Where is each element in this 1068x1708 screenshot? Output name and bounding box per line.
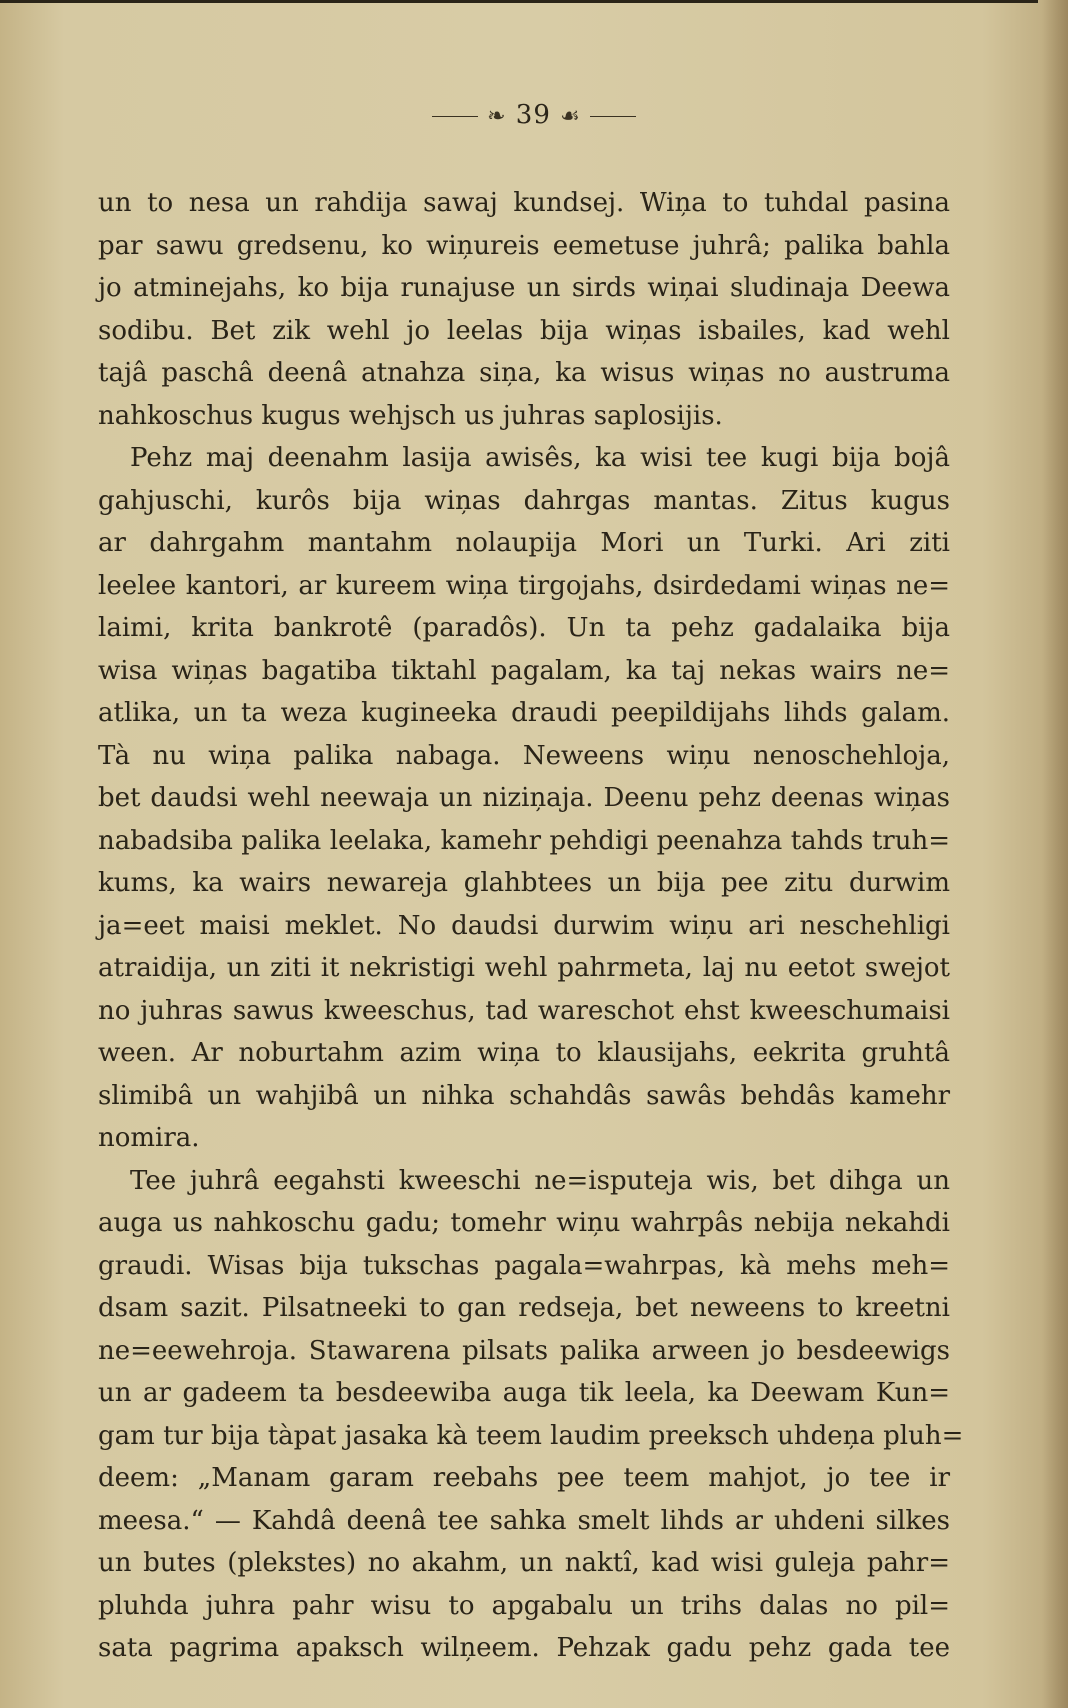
body-text xyxy=(98,182,964,1670)
text-line: leelee kantori, ar kureem wiņa tirgojahs, dsirdedami wiņas ne= xyxy=(98,570,950,601)
text-line: ar dahrgahm mantahm nolaupija Mori un Turki. Ari ziti xyxy=(98,528,950,558)
header-dash-right xyxy=(590,116,636,117)
text-line: Pehz maj deenahm lasija awisês, ka wisi tee kugi bija bojâ xyxy=(130,443,950,473)
page-edge-shadow xyxy=(1042,0,1068,1708)
text-line: tajâ paschâ deenâ atnahza siņa, ka wisus wiņas no austruma xyxy=(98,358,950,388)
text-line: Tà nu wiņa palika nabaga. Neweens wiņu nenoschehloja, xyxy=(98,740,950,771)
text-line: kums, ka wairs newareja glahbtees un bija pee zitu durwim xyxy=(98,868,950,898)
header-ornament-left: ❧ xyxy=(487,104,507,129)
text-line: atraidija, un ziti it nekristigi wehl pahrmeta, laj nu eetot swejot xyxy=(98,953,950,983)
text-line: meesa.“ — Kahdâ deenâ tee sahka smelt lihds ar uhdeni silkes xyxy=(98,1505,950,1536)
text-line: atlika, un ta weza kugineeka draudi peepildijahs lihds galam. xyxy=(98,698,950,728)
text-line: laimi, krita bankrotê (paradôs). Un ta pehz gadalaika bija xyxy=(98,613,950,643)
text-line: dsam sazit. Pilsatneeki to gan redseja, bet neweens to kreetni xyxy=(98,1293,950,1323)
text-line: ja=eet maisi meklet. No daudsi durwim wiņu ari neschehligi xyxy=(98,910,950,941)
text-line: un butes (plekstes) no akahm, un naktî, kad wisi guleja pahr= xyxy=(98,1548,950,1578)
text-line: Tee juhrâ eegahsti kweeschi ne=isputeja wis, bet dihga un xyxy=(130,1165,950,1196)
text-line: auga us nahkoschu gadu; tomehr wiņu wahrpâs nebija nekahdi xyxy=(98,1208,950,1238)
text-line: pluhda juhra pahr wisu to apgabalu un trihs dalas no pil= xyxy=(98,1590,950,1621)
text-line: ween. Ar noburtahm azim wiņa to klausijahs, eekrita gruhtâ xyxy=(98,1038,950,1068)
text-line: nahkoschus kugus wehjsch us juhras saplosijis. xyxy=(98,400,723,431)
text-line: bet daudsi wehl neewaja un niziņaja. Deenu pehz deenas wiņas xyxy=(98,783,950,813)
header-ornament-right: ☙ xyxy=(560,104,581,129)
text-line: ne=eewehroja. Stawarena pilsats palika arween jo besdeewigs xyxy=(98,1335,950,1366)
text-line: un to nesa un rahdija sawaj kundsej. Wiņa to tuhdal pasina xyxy=(98,188,950,218)
text-line: jo atminejahs, ko bija runajuse un sirds wiņai sludinaja Deewa xyxy=(98,273,950,303)
text-line: nabadsiba palika leelaka, kamehr pehdigi peenahza tahds truh= xyxy=(98,825,950,856)
text-line: slimibâ un wahjibâ un nihka schahdâs sawâs behdâs kamehr xyxy=(98,1080,950,1111)
text-line: sodibu. Bet zik wehl jo leelas bija wiņas isbailes, kad wehl xyxy=(98,315,950,346)
text-line: no juhras sawus kweeschus, tad wareschot ehst kweeschumaisi xyxy=(98,995,950,1026)
text-line: wisa wiņas bagatiba tiktahl pagalam, ka taj nekas wairs ne= xyxy=(98,655,950,686)
text-line: deem: „Manam garam reebahs pee teem mahjot, jo tee ir xyxy=(98,1463,950,1493)
text-line: un ar gadeem ta besdeewiba auga tik leela, ka Deewam Kun= xyxy=(98,1378,950,1408)
top-edge-rule xyxy=(0,0,1038,3)
text-line: sata pagrima apaksch wilņeem. Pehzak gadu pehz gada tee xyxy=(98,1633,950,1663)
text-line: gahjuschi, kurôs bija wiņas dahrgas mantas. Zitus kugus xyxy=(98,485,950,516)
page-header xyxy=(0,100,1068,130)
text-line: gam tur bija tàpat jasaka kà teem laudim preeksch uhdeņa pluh= xyxy=(98,1420,964,1451)
text-line: par sawu gredsenu, ko wiņureis eemetuse juhrâ; palika bahla xyxy=(98,230,950,261)
page-number: 39 xyxy=(515,100,551,130)
text-line: graudi. Wisas bija tukschas pagala=wahrpas, kà mehs meh= xyxy=(98,1250,950,1281)
text-line: nomira. xyxy=(98,1123,200,1153)
header-dash-left xyxy=(432,116,478,117)
